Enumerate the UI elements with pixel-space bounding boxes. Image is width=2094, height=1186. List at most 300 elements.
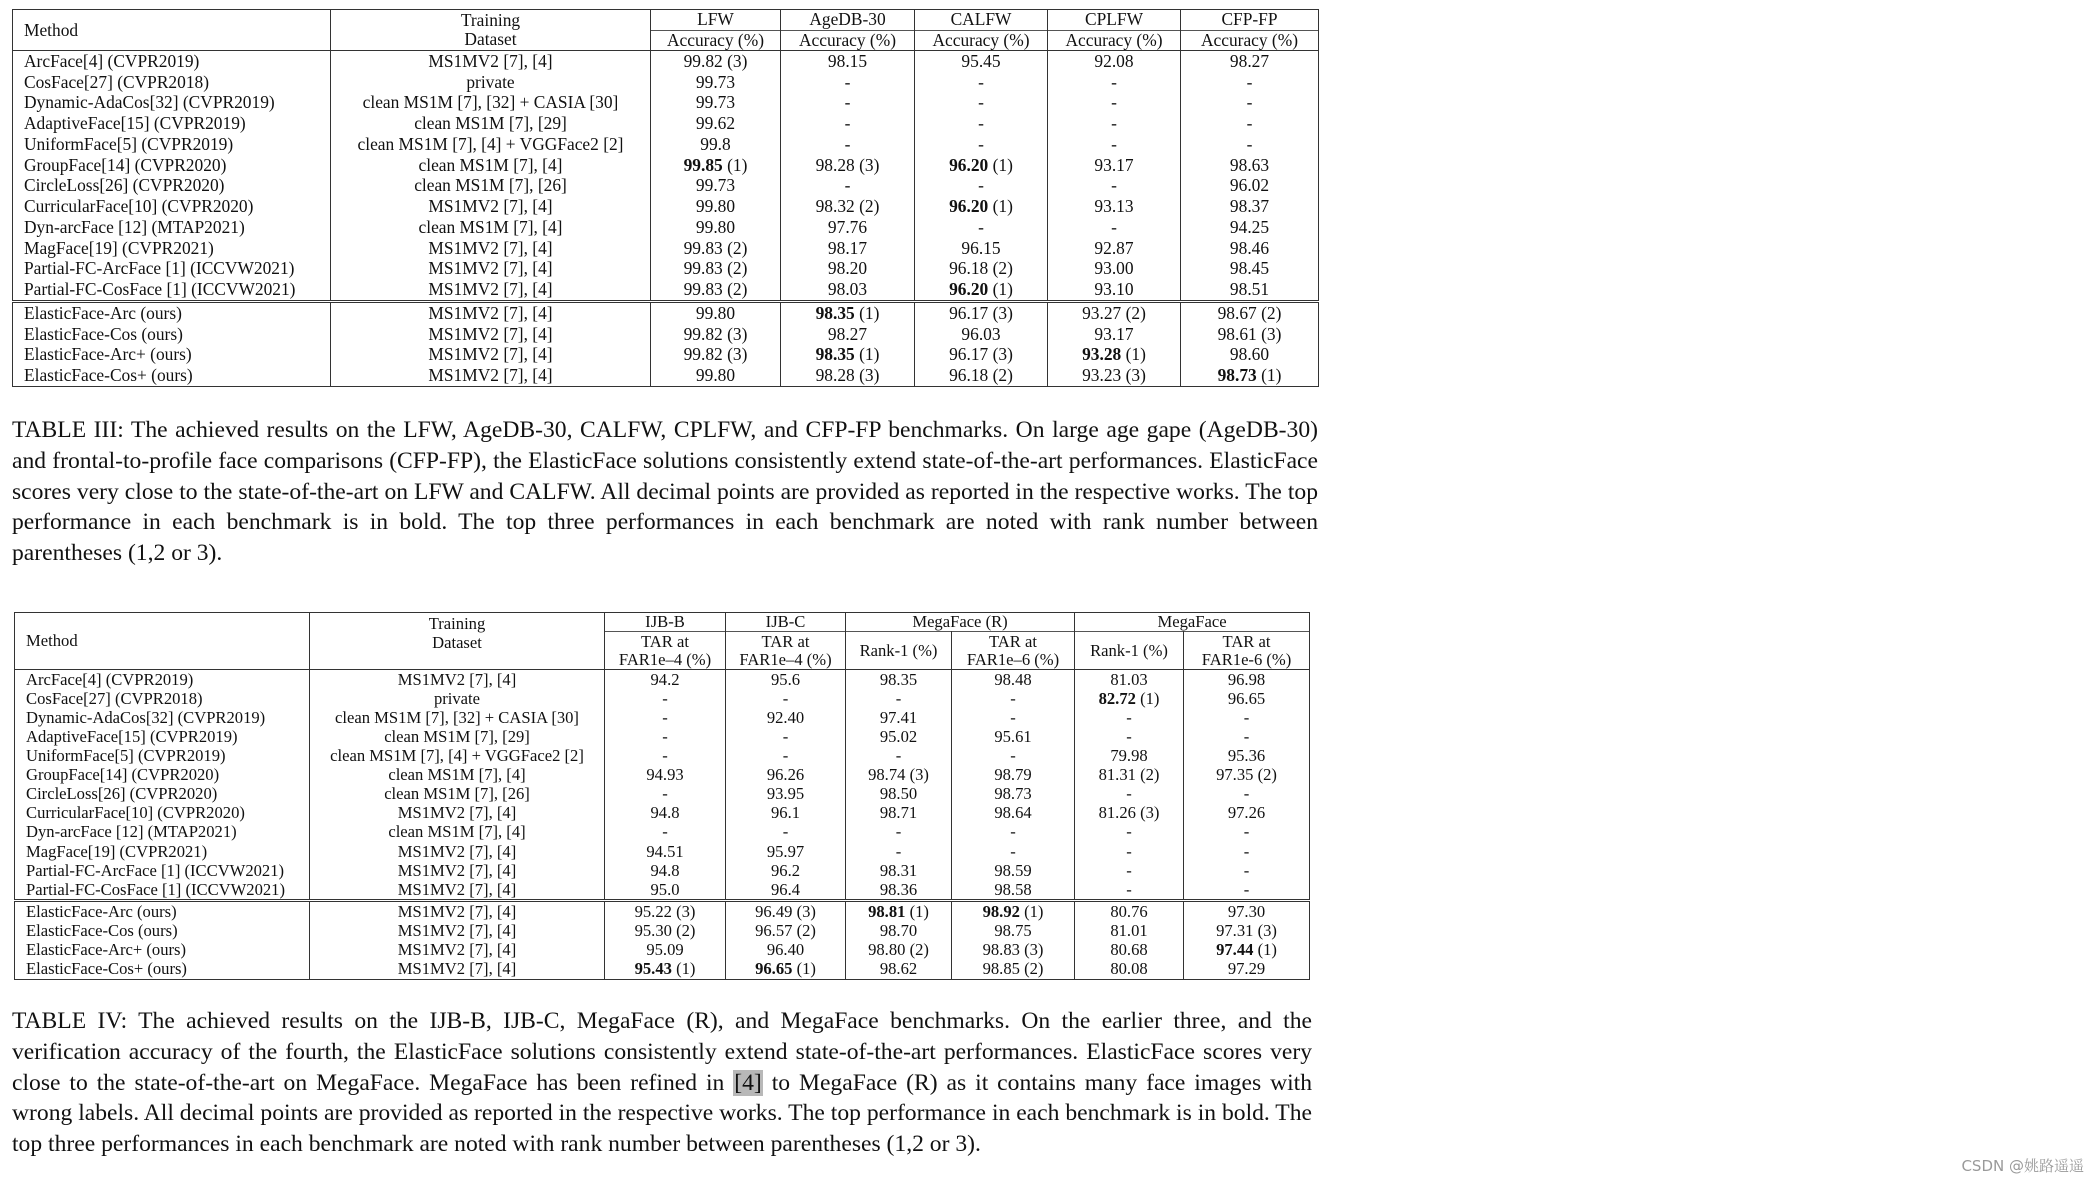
value-cell: 96.26 [726,766,846,785]
value-cell: - [1181,93,1319,114]
dataset-cell: clean MS1M [7], [26] [310,785,605,804]
value-cell: 98.35 (1) [781,345,915,366]
value-cell: 98.70 [846,921,952,940]
value-cell: 93.13 [1048,196,1181,217]
table-row [15,842,1310,861]
value-cell: 98.51 [1181,279,1319,301]
table-row [15,901,1310,922]
value-cell: - [952,689,1075,708]
value-cell: - [1184,880,1310,901]
dataset-cell: clean MS1M [7], [32] + CASIA [30] [331,93,651,114]
value-cell: 96.40 [726,941,846,960]
value-cell: 97.76 [781,217,915,238]
table-row [13,51,1319,72]
group-header-ijbb: IJB-B [605,613,726,632]
value-cell: 93.23 (3) [1048,365,1181,386]
value-cell: 92.40 [726,708,846,727]
value-cell: 96.65 (1) [726,960,846,980]
value-cell: - [605,823,726,842]
table-row [13,72,1319,93]
table-iii [12,9,1319,387]
value-cell: - [726,689,846,708]
dataset-cell: MS1MV2 [7], [4] [310,901,605,922]
value-cell: 81.03 [1075,670,1184,690]
dataset-cell: MS1MV2 [7], [4] [331,259,651,280]
value-cell: - [1184,728,1310,747]
value-cell: 93.27 (2) [1048,302,1181,324]
value-cell: 97.30 [1184,901,1310,922]
value-cell: 80.76 [1075,901,1184,922]
value-cell: 98.85 (2) [952,960,1075,980]
value-cell: 99.73 [651,176,781,197]
value-cell: - [915,217,1048,238]
dataset-cell: MS1MV2 [7], [4] [310,921,605,940]
value-cell: - [1048,134,1181,155]
table-row [15,708,1310,727]
value-cell: 94.8 [605,861,726,880]
method-cell: MagFace[19] (CVPR2021) [15,842,310,861]
method-cell: CurricularFace[10] (CVPR2020) [13,196,331,217]
value-cell: - [605,747,726,766]
value-cell: 93.00 [1048,259,1181,280]
value-cell: - [605,728,726,747]
value-cell: 98.50 [846,785,952,804]
subcol-header: TAR at FAR1e–6 (%) [952,632,1075,670]
value-cell: 99.8 [651,134,781,155]
dataset-cell: clean MS1M [7], [4] [331,155,651,176]
value-cell: 99.80 [651,217,781,238]
value-cell: 98.32 (2) [781,196,915,217]
value-cell: 96.15 [915,238,1048,259]
dataset-cell: MS1MV2 [7], [4] [331,196,651,217]
table-row [13,93,1319,114]
value-cell: 98.73 [952,785,1075,804]
table-row [13,279,1319,301]
watermark: CSDN @姚路遥遥 [1961,1157,2084,1175]
value-cell: 98.27 [1181,51,1319,72]
value-cell: - [1184,823,1310,842]
value-cell: 99.62 [651,113,781,134]
value-cell: - [915,134,1048,155]
value-cell: 94.51 [605,842,726,861]
value-cell: 99.85 (1) [651,155,781,176]
value-cell: - [1184,861,1310,880]
method-cell: Dynamic-AdaCos[32] (CVPR2019) [13,93,331,114]
table-row [13,196,1319,217]
value-cell: - [846,842,952,861]
value-cell: 96.2 [726,861,846,880]
value-cell: - [952,708,1075,727]
value-cell: 98.17 [781,238,915,259]
value-cell: 98.63 [1181,155,1319,176]
value-cell: 96.4 [726,880,846,901]
value-cell: - [1181,72,1319,93]
value-cell: 92.87 [1048,238,1181,259]
ours-rows [13,302,1319,387]
highlighted-reference: [4] [734,1069,762,1096]
value-cell: 96.20 (1) [915,279,1048,301]
value-cell: - [915,72,1048,93]
method-cell: ElasticFace-Arc+ (ours) [15,941,310,960]
value-cell: - [1048,217,1181,238]
value-cell: 94.25 [1181,217,1319,238]
table-row [15,921,1310,940]
value-cell: 82.72 (1) [1075,689,1184,708]
value-cell: 98.79 [952,766,1075,785]
dataset-cell: MS1MV2 [7], [4] [331,238,651,259]
table-row [15,747,1310,766]
value-cell: - [781,176,915,197]
value-cell: 99.80 [651,365,781,386]
value-cell: 98.67 (2) [1181,302,1319,324]
method-cell: ElasticFace-Arc (ours) [15,901,310,922]
dataset-cell: clean MS1M [7], [29] [331,113,651,134]
subcol-header: TAR at FAR1e-6 (%) [1184,632,1310,670]
value-cell: - [1184,785,1310,804]
method-cell: GroupFace[14] (CVPR2020) [13,155,331,176]
benchmark-header-cfpfp: CFP-FP [1181,10,1319,31]
value-cell: 96.17 (3) [915,302,1048,324]
value-cell: - [1048,113,1181,134]
metric-header: Accuracy (%) [651,31,781,51]
table-row [15,823,1310,842]
value-cell: 81.31 (2) [1075,766,1184,785]
value-cell: - [915,176,1048,197]
table-row [13,176,1319,197]
value-cell: - [781,134,915,155]
value-cell: 98.81 (1) [846,901,952,922]
value-cell: 98.58 [952,880,1075,901]
method-cell: CircleLoss[26] (CVPR2020) [15,785,310,804]
value-cell: - [781,113,915,134]
value-cell: 95.45 [915,51,1048,72]
dataset-cell: MS1MV2 [7], [4] [331,365,651,386]
baseline-rows [13,51,1319,302]
value-cell: 96.20 (1) [915,155,1048,176]
value-cell: 98.92 (1) [952,901,1075,922]
dataset-cell: MS1MV2 [7], [4] [331,345,651,366]
dataset-cell: clean MS1M [7], [29] [310,728,605,747]
method-cell: Dyn-arcFace [12] (MTAP2021) [13,217,331,238]
value-cell: 99.80 [651,302,781,324]
table-row [15,861,1310,880]
dataset-cell: MS1MV2 [7], [4] [310,804,605,823]
method-cell: ElasticFace-Arc+ (ours) [13,345,331,366]
method-cell: Partial-FC-CosFace [1] (ICCVW2021) [13,279,331,301]
value-cell: 94.8 [605,804,726,823]
dataset-cell: clean MS1M [7], [4] [310,766,605,785]
metric-header: Accuracy (%) [915,31,1048,51]
method-cell: Dyn-arcFace [12] (MTAP2021) [15,823,310,842]
value-cell: - [1075,728,1184,747]
method-cell: ElasticFace-Cos (ours) [15,921,310,940]
value-cell: 95.09 [605,941,726,960]
method-cell: CosFace[27] (CVPR2018) [15,689,310,708]
dataset-cell: clean MS1M [7], [26] [331,176,651,197]
subcol-header: TAR at FAR1e–4 (%) [726,632,846,670]
value-cell: 97.41 [846,708,952,727]
value-cell: 93.17 [1048,324,1181,345]
value-cell: 98.64 [952,804,1075,823]
method-cell: GroupFace[14] (CVPR2020) [15,766,310,785]
dataset-cell: MS1MV2 [7], [4] [310,880,605,901]
value-cell: 96.02 [1181,176,1319,197]
subcol-header: TAR at FAR1e–4 (%) [605,632,726,670]
value-cell: 98.62 [846,960,952,980]
method-cell: Dynamic-AdaCos[32] (CVPR2019) [15,708,310,727]
value-cell: 80.68 [1075,941,1184,960]
method-cell: Partial-FC-ArcFace [1] (ICCVW2021) [15,861,310,880]
dataset-cell: clean MS1M [7], [4] + VGGFace2 [2] [310,747,605,766]
value-cell: 98.20 [781,259,915,280]
value-cell: 93.28 (1) [1048,345,1181,366]
value-cell: 96.03 [915,324,1048,345]
value-cell: - [846,689,952,708]
metric-header: Accuracy (%) [1048,31,1181,51]
value-cell: 99.83 (2) [651,279,781,301]
value-cell: - [726,747,846,766]
value-cell: - [1184,708,1310,727]
value-cell: 99.73 [651,72,781,93]
method-cell: ArcFace[4] (CVPR2019) [13,51,331,72]
value-cell: 98.46 [1181,238,1319,259]
value-cell: - [781,72,915,93]
table-row [13,324,1319,345]
table-row [13,345,1319,366]
value-cell: 99.82 (3) [651,51,781,72]
table-row [13,113,1319,134]
value-cell: 97.29 [1184,960,1310,980]
value-cell: 98.03 [781,279,915,301]
value-cell: 79.98 [1075,747,1184,766]
value-cell: 99.80 [651,196,781,217]
value-cell: 98.28 (3) [781,155,915,176]
training-dataset-header: Training Dataset [331,10,651,51]
dataset-cell: clean MS1M [7], [4] [331,217,651,238]
value-cell: 97.44 (1) [1184,941,1310,960]
dataset-cell: clean MS1M [7], [32] + CASIA [30] [310,708,605,727]
value-cell: - [846,747,952,766]
value-cell: - [1048,176,1181,197]
value-cell: - [1048,93,1181,114]
value-cell: 98.74 (3) [846,766,952,785]
dataset-cell: private [310,689,605,708]
value-cell: 99.83 (2) [651,259,781,280]
method-cell: ElasticFace-Cos+ (ours) [15,960,310,980]
value-cell: - [915,93,1048,114]
value-cell: 98.48 [952,670,1075,690]
table-row [13,134,1319,155]
value-cell: - [846,823,952,842]
table-row [15,689,1310,708]
value-cell: 95.43 (1) [605,960,726,980]
value-cell: 81.26 (3) [1075,804,1184,823]
value-cell: 96.17 (3) [915,345,1048,366]
value-cell: 95.22 (3) [605,901,726,922]
benchmark-header-cplfw: CPLFW [1048,10,1181,31]
dataset-cell: MS1MV2 [7], [4] [331,302,651,324]
value-cell: 99.73 [651,93,781,114]
method-cell: MagFace[19] (CVPR2021) [13,238,331,259]
method-cell: UniformFace[5] (CVPR2019) [13,134,331,155]
method-header: Method [15,613,310,670]
value-cell: 98.37 [1181,196,1319,217]
dataset-cell: MS1MV2 [7], [4] [310,960,605,980]
value-cell: - [1075,880,1184,901]
ours-rows [15,901,1310,979]
value-cell: 98.35 (1) [781,302,915,324]
value-cell: 96.65 [1184,689,1310,708]
value-cell: - [605,785,726,804]
value-cell: 99.82 (3) [651,324,781,345]
method-cell: ArcFace[4] (CVPR2019) [15,670,310,690]
table-row [13,302,1319,324]
value-cell: 92.08 [1048,51,1181,72]
method-cell: CurricularFace[10] (CVPR2020) [15,804,310,823]
value-cell: 94.2 [605,670,726,690]
value-cell: - [605,689,726,708]
value-cell: 93.10 [1048,279,1181,301]
benchmark-header-lfw: LFW [651,10,781,31]
table-iii-caption: TABLE III: The achieved results on the LFW, AgeDB-30, CALFW, CPLFW, and CFP-FP benchmarks. On large age gape (AgeDB-30) and frontal-to-profile face comparisons (CFP-FP), the ElasticFace solutions consistently extend state-of-the-art performances. ElasticFace scores very close to the state-of-the-art on LFW and CALFW. All decimal points are provided as reported in the respective works. The top performance in each benchmark is in bold. The top three performances in each benchmark are noted with rank number between parentheses (1,2 or 3). [12,417,1318,567]
value-cell: 96.1 [726,804,846,823]
method-cell: CircleLoss[26] (CVPR2020) [13,176,331,197]
value-cell: 98.73 (1) [1181,365,1319,386]
group-header-ijbc: IJB-C [726,613,846,632]
value-cell: - [1184,842,1310,861]
value-cell: 97.31 (3) [1184,921,1310,940]
value-cell: 96.18 (2) [915,365,1048,386]
dataset-cell: clean MS1M [7], [4] + VGGFace2 [2] [331,134,651,155]
table-row [15,941,1310,960]
table-row [15,880,1310,901]
value-cell: 96.57 (2) [726,921,846,940]
table-row [13,259,1319,280]
table-iv [14,612,1310,980]
dataset-cell: MS1MV2 [7], [4] [310,670,605,690]
caption-text: TABLE IV: The achieved results on the IJB-B, IJB-C, MegaFace (R), and MegaFace benchmarks. On the earlier three, and the verification accuracy of the fourth, the ElasticFace solutions consistently extend state-of-the-art performances. ElasticFace scores very close to the state-of-the-art on MegaFace. MegaFace has been refined in [12,1008,1312,1096]
method-cell: ElasticFace-Cos+ (ours) [13,365,331,386]
value-cell: - [1075,842,1184,861]
value-cell: 94.93 [605,766,726,785]
value-cell: 98.36 [846,880,952,901]
caption-text: to MegaFace (R) as it contains many face images with wrong labels. All decimal points are provided as reported in the respective works. The top performance in each benchmark is in bold. The top three performances in each benchmark are noted with rank number between parentheses (1,2 or 3). [12,1069,1313,1158]
value-cell: 98.28 (3) [781,365,915,386]
method-cell: UniformFace[5] (CVPR2019) [15,747,310,766]
table-row [15,785,1310,804]
value-cell: 98.31 [846,861,952,880]
table-iv-caption [12,1006,1312,1160]
method-cell: AdaptiveFace[15] (CVPR2019) [13,113,331,134]
benchmark-header-agedb: AgeDB-30 [781,10,915,31]
value-cell: 98.45 [1181,259,1319,280]
method-cell: Partial-FC-ArcFace [1] (ICCVW2021) [13,259,331,280]
value-cell: 98.75 [952,921,1075,940]
table-row [15,766,1310,785]
value-cell: 95.0 [605,880,726,901]
value-cell: 97.35 (2) [1184,766,1310,785]
value-cell: 98.59 [952,861,1075,880]
value-cell: - [952,823,1075,842]
dataset-cell: MS1MV2 [7], [4] [331,51,651,72]
value-cell: - [952,747,1075,766]
value-cell: 96.49 (3) [726,901,846,922]
group-header-megaface: MegaFace [1075,613,1310,632]
value-cell: 98.35 [846,670,952,690]
value-cell: - [1181,113,1319,134]
value-cell: 80.08 [1075,960,1184,980]
table-row [15,670,1310,690]
value-cell: 97.26 [1184,804,1310,823]
dataset-cell: MS1MV2 [7], [4] [331,279,651,301]
value-cell: 99.82 (3) [651,345,781,366]
value-cell: 95.30 (2) [605,921,726,940]
benchmark-header-calfw: CALFW [915,10,1048,31]
value-cell: - [1075,785,1184,804]
dataset-cell: MS1MV2 [7], [4] [310,941,605,960]
method-cell: CosFace[27] (CVPR2018) [13,72,331,93]
method-cell: ElasticFace-Arc (ours) [13,302,331,324]
group-header-megaface-r: MegaFace (R) [846,613,1075,632]
value-cell: 95.97 [726,842,846,861]
dataset-cell: MS1MV2 [7], [4] [310,861,605,880]
metric-header: Accuracy (%) [1181,31,1319,51]
value-cell: 93.95 [726,785,846,804]
baseline-rows [15,670,1310,901]
metric-header: Accuracy (%) [781,31,915,51]
method-cell: Partial-FC-CosFace [1] (ICCVW2021) [15,880,310,901]
value-cell: 95.6 [726,670,846,690]
table-row [15,804,1310,823]
subcol-header: Rank-1 (%) [846,632,952,670]
table-row [15,728,1310,747]
table-row [15,960,1310,980]
method-cell: AdaptiveFace[15] (CVPR2019) [15,728,310,747]
subcol-header: Rank-1 (%) [1075,632,1184,670]
value-cell: 95.61 [952,728,1075,747]
value-cell: 98.27 [781,324,915,345]
value-cell: - [1048,72,1181,93]
value-cell: 98.71 [846,804,952,823]
value-cell: - [726,728,846,747]
table-row [13,365,1319,386]
value-cell: - [1075,823,1184,842]
value-cell: - [915,113,1048,134]
table-row [13,155,1319,176]
value-cell: 98.15 [781,51,915,72]
value-cell: 95.36 [1184,747,1310,766]
method-cell: ElasticFace-Cos (ours) [13,324,331,345]
value-cell: 98.80 (2) [846,941,952,960]
value-cell: - [1075,861,1184,880]
value-cell: 98.60 [1181,345,1319,366]
table-row [13,238,1319,259]
value-cell: 98.61 (3) [1181,324,1319,345]
dataset-cell: MS1MV2 [7], [4] [331,324,651,345]
value-cell: 98.83 (3) [952,941,1075,960]
value-cell: 81.01 [1075,921,1184,940]
value-cell: - [1075,708,1184,727]
training-dataset-header: Training Dataset [310,613,605,670]
value-cell: - [781,93,915,114]
dataset-cell: MS1MV2 [7], [4] [310,842,605,861]
value-cell: 96.18 (2) [915,259,1048,280]
value-cell: 95.02 [846,728,952,747]
value-cell: 96.98 [1184,670,1310,690]
dataset-cell: private [331,72,651,93]
value-cell: - [605,708,726,727]
value-cell: - [1181,134,1319,155]
